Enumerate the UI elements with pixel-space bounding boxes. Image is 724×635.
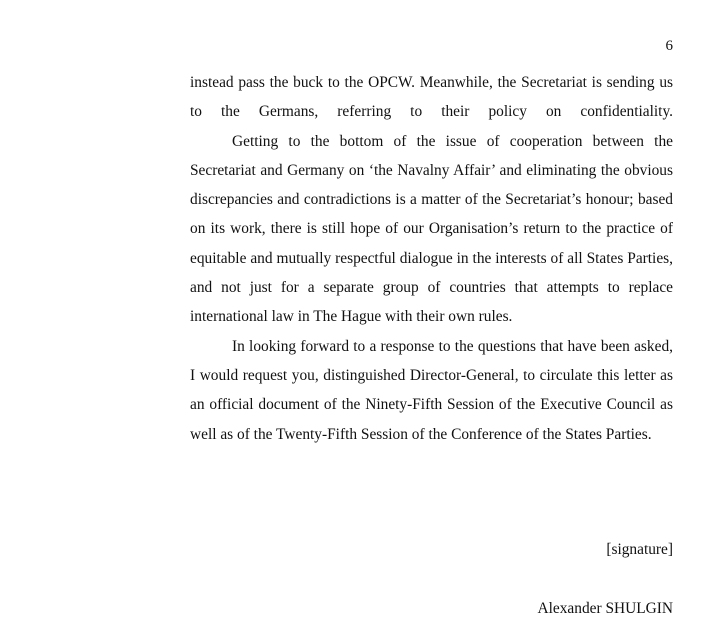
signature-placeholder: [signature] — [606, 541, 673, 558]
paragraph-continuation: instead pass the buck to the OPCW. Meanwhile, the Secretariat is sending us to the Germans, referring to their policy on confidentiality. — [190, 74, 673, 121]
paragraph-request-circulation: In looking forward to a response to the questions that have been asked, I would request you, distinguished Director-General, to circulate this letter as an official document of the Ninety-Fifth Session of the Executive Council as well as of the Twenty-Fifth Session of the Conference of the States Parties. — [190, 337, 673, 443]
page-number: 6 — [665, 38, 673, 54]
paragraph-navalny-affair: Getting to the bottom of the issue of cooperation between the Secretariat and Germany on ‘the Navalny Affair’ and eliminating the obvious discrepancies and contradictions is a matter of the Secretariat’s honour; based on its work, there is still hope of our Organisation’s return to the practice of equitable and mutually respectful dialogue in the interests of all States Parties, and not just for a separate group of countries that attempts to replace international law in The Hague with their own rules. — [190, 132, 673, 326]
signatory-name: Alexander SHULGIN — [537, 600, 673, 617]
letter-body — [190, 68, 673, 449]
